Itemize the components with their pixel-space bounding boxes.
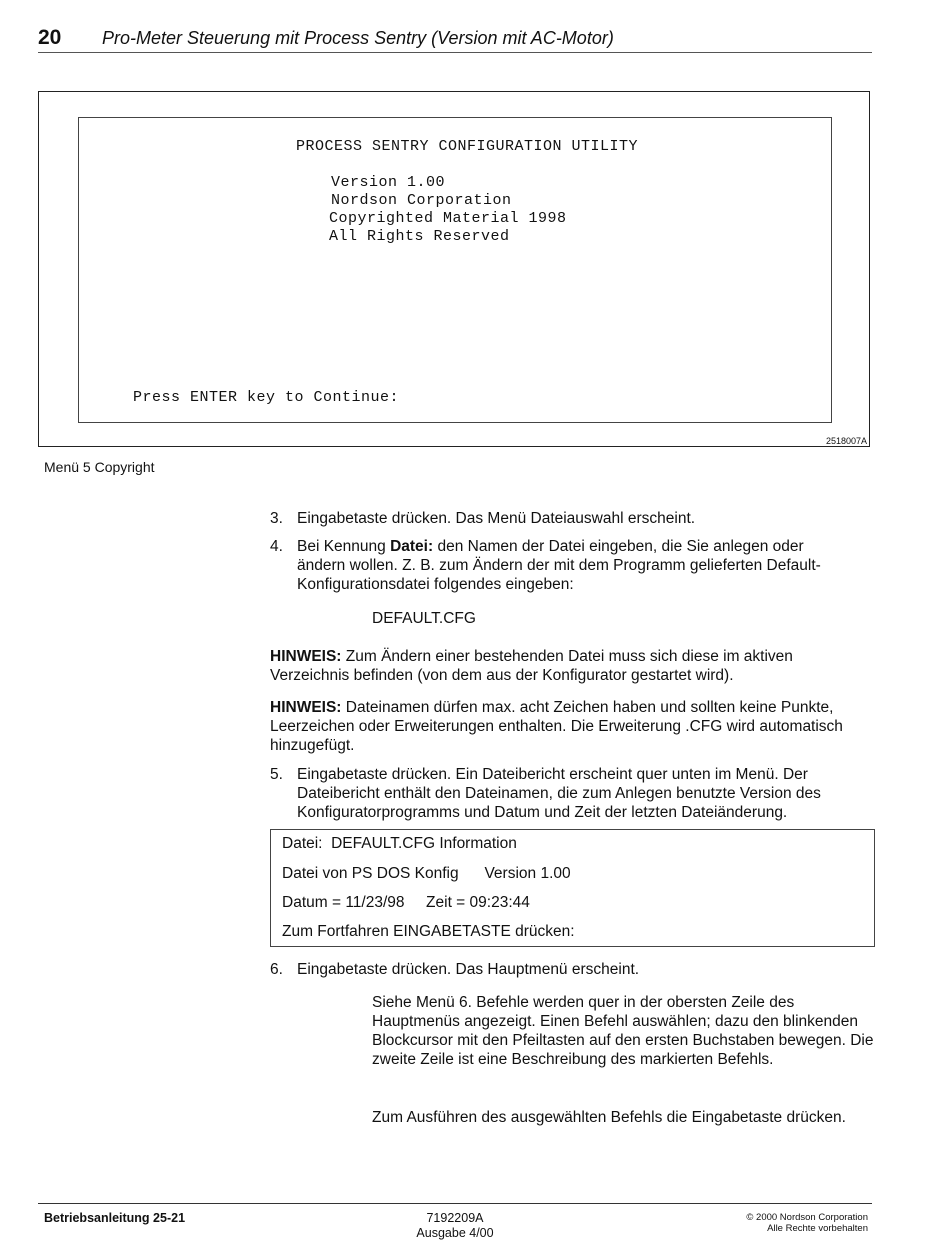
screen-title: PROCESS SENTRY CONFIGURATION UTILITY bbox=[296, 138, 639, 155]
screen-figure bbox=[38, 91, 870, 447]
step-number: 4. bbox=[270, 538, 283, 555]
step-text: Eingabetaste drücken. Ein Dateibericht erscheint quer unten im Menü. Der Dateibericht enthält den Dateinamen, die zum Anlegen benutzte Version des Konfiguratorprogramms und Datum und Zeit der letzten Dateiänderung. bbox=[297, 766, 821, 821]
step-number: 6. bbox=[270, 961, 283, 978]
step-number: 5. bbox=[270, 766, 283, 783]
file-report-box bbox=[270, 829, 875, 947]
step-6 bbox=[270, 960, 870, 979]
step-text: Bei Kennung Datei: den Namen der Datei eingeben, die Sie anlegen oder ändern wollen. Z. B. zum Ändern der mit dem Programm gelieferten Default-Konfigurationsdatei folgendes eingeben: bbox=[297, 538, 821, 593]
field-label-datei: Datei: bbox=[390, 538, 434, 555]
note-label: HINWEIS: bbox=[270, 648, 342, 665]
footer-manual-id: Betriebsanleitung 25-21 bbox=[44, 1211, 186, 1225]
step-number: 3. bbox=[270, 510, 283, 527]
step-text: Eingabetaste drücken. Das Menü Dateiauswahl erscheint. bbox=[297, 510, 696, 527]
header-divider bbox=[38, 52, 872, 53]
file-report-line: Zum Fortfahren EINGABETASTE drücken: bbox=[282, 923, 575, 940]
copyright-line: Copyrighted Material 1998 bbox=[329, 210, 567, 227]
continue-prompt: Press ENTER key to Continue: bbox=[133, 389, 400, 406]
step-3 bbox=[270, 509, 870, 528]
file-report-line: Datum = 11/23/98 Zeit = 09:23:44 bbox=[282, 894, 530, 911]
footer-doc-number: 7192209A Ausgabe 4/00 bbox=[416, 1211, 494, 1240]
step-6-execute: Zum Ausführen des ausgewählten Befehls die Eingabetaste drücken. bbox=[372, 1109, 846, 1126]
figure-id: 2518007A bbox=[825, 436, 867, 446]
footer-copyright: © 2000 Nordson Corporation Alle Rechte vorbehalten bbox=[746, 1212, 868, 1234]
footer-divider bbox=[38, 1203, 872, 1204]
page-header-title: Pro-Meter Steuerung mit Process Sentry (Version mit AC-Motor) bbox=[102, 28, 614, 48]
company-line: Nordson Corporation bbox=[331, 192, 512, 209]
figure-caption: Menü 5 Copyright bbox=[44, 459, 155, 475]
file-report-line: Datei: DEFAULT.CFG Information bbox=[282, 835, 517, 852]
version-line: Version 1.00 bbox=[331, 174, 446, 191]
note-2: HINWEIS: Dateinamen dürfen max. acht Zeichen haben und sollten keine Punkte, Leerzeichen oder Erweiterungen enthalten. Die Erweiterung .CFG wird automatisch hinzugefügt. bbox=[270, 699, 843, 754]
note-1: HINWEIS: Zum Ändern einer bestehenden Datei muss sich diese im aktiven Verzeichnis befinden (von dem aus der Konfigurator gestartet wird). bbox=[270, 648, 793, 684]
step-5 bbox=[270, 765, 845, 822]
step-4 bbox=[270, 537, 850, 594]
file-report-line: Datei von PS DOS Konfig Version 1.00 bbox=[282, 865, 571, 882]
rights-line: All Rights Reserved bbox=[329, 228, 510, 245]
step-6-description: Siehe Menü 6. Befehle werden quer in der obersten Zeile des Hauptmenüs angezeigt. Einen Befehl auswählen; dazu den blinkenden Blockcursor mit den Pfeiltasten auf den ersten Buchstaben bewegen. Die zweite Zeile ist eine Beschreibung des markierten Befehls. bbox=[372, 994, 874, 1068]
example-filename: DEFAULT.CFG bbox=[372, 610, 476, 627]
step-text: Eingabetaste drücken. Das Hauptmenü erscheint. bbox=[297, 961, 640, 978]
terminal-screen bbox=[78, 117, 832, 423]
note-label: HINWEIS: bbox=[270, 699, 342, 716]
page-number: 20 bbox=[38, 26, 62, 49]
